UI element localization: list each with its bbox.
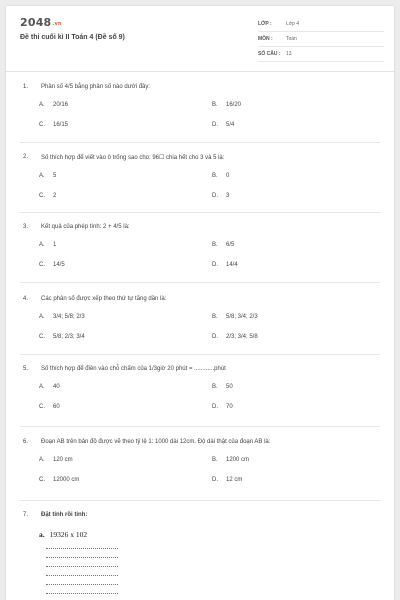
meta-label: SỐ CÂU : <box>258 51 281 57</box>
option-letter: A. <box>39 457 45 463</box>
question-text: Kết quả của phép tính: 2 + 4/5 là: <box>41 224 130 230</box>
meta-row-subject <box>258 32 384 47</box>
exam-header <box>6 6 394 72</box>
sub-question-a <box>39 530 87 539</box>
option-a[interactable] <box>39 314 85 320</box>
question-3 <box>6 224 394 278</box>
option-letter: D. <box>212 477 218 483</box>
question-text: Số thích hợp để viết vào ô trống sao cho: 96☐ chia hết cho 3 và 5 là: <box>41 155 225 161</box>
answer-line[interactable] <box>46 575 118 576</box>
option-text: 120 cm <box>53 457 73 463</box>
option-b[interactable] <box>212 242 234 248</box>
logo-tld: .vn <box>52 21 62 27</box>
option-text: 3 <box>226 193 230 199</box>
option-d[interactable] <box>212 477 242 483</box>
option-letter: B. <box>212 102 218 108</box>
divider <box>20 426 380 427</box>
option-letter: D. <box>212 334 218 340</box>
option-d[interactable] <box>212 334 258 340</box>
question-text: Số thích hợp để điền vào chỗ chấm của 1/3giờ 20 phút = ............phút <box>41 366 226 372</box>
sub-letter: a. <box>39 530 45 539</box>
meta-row-class <box>258 17 384 32</box>
logo-text: 2048 <box>20 16 52 29</box>
meta-label: LỚP : <box>258 21 272 27</box>
option-b[interactable] <box>212 173 229 179</box>
option-text: 5/8; 2/3; 3/4 <box>53 334 85 340</box>
question-text: Đặt tính rồi tính: <box>41 512 88 518</box>
question-number: 5. <box>23 366 29 372</box>
question-5 <box>6 366 394 420</box>
option-b[interactable] <box>212 457 249 463</box>
option-letter: A. <box>39 314 45 320</box>
question-7 <box>6 512 394 518</box>
option-d[interactable] <box>212 262 238 268</box>
option-text: 12 cm <box>226 477 243 483</box>
answer-line[interactable] <box>46 557 118 558</box>
question-head <box>6 512 394 518</box>
divider <box>20 354 380 355</box>
option-c[interactable] <box>39 477 79 483</box>
option-d[interactable] <box>212 122 234 128</box>
question-6 <box>6 439 394 493</box>
option-c[interactable] <box>39 122 68 128</box>
option-letter: C. <box>39 477 45 483</box>
option-text: 6/5 <box>226 242 235 248</box>
option-letter: D. <box>212 193 218 199</box>
option-letter: C. <box>39 122 45 128</box>
answer-line[interactable] <box>46 566 118 567</box>
option-b[interactable] <box>212 102 241 108</box>
option-text: 2 <box>53 193 57 199</box>
option-text: 5/8; 3/4; 2/3 <box>226 314 258 320</box>
option-letter: D. <box>212 122 218 128</box>
question-number: 2. <box>23 154 29 160</box>
option-letter: B. <box>212 173 218 179</box>
question-4 <box>6 296 394 350</box>
options <box>6 445 394 493</box>
meta-value: 13 <box>286 51 292 57</box>
question-number: 4. <box>23 296 29 302</box>
option-b[interactable] <box>212 314 258 320</box>
option-text: 20/16 <box>53 102 69 108</box>
option-a[interactable] <box>39 173 56 179</box>
options <box>6 161 394 209</box>
option-text: 16/15 <box>53 122 69 128</box>
question-text: Phân số 4/5 bằng phân số nào dưới đây: <box>41 84 151 90</box>
option-c[interactable] <box>39 404 60 410</box>
options <box>6 230 394 278</box>
option-letter: B. <box>212 314 218 320</box>
answer-line[interactable] <box>46 584 118 585</box>
exam-title: Đề thi cuối kì II Toán 4 (Đề số 9) <box>20 34 125 41</box>
question-number: 6. <box>23 439 29 445</box>
option-letter: D. <box>212 404 218 410</box>
question-number: 1. <box>23 84 29 90</box>
exam-sheet <box>6 6 394 600</box>
option-letter: C. <box>39 404 45 410</box>
option-letter: C. <box>39 334 45 340</box>
options <box>6 372 394 420</box>
divider <box>20 212 380 213</box>
option-a[interactable] <box>39 457 73 463</box>
option-b[interactable] <box>212 384 233 390</box>
question-text: Đoạn AB trên bản đồ được vẽ theo tỷ lệ 1: 1000 dài 12cm. Độ dài thật của đoạn AB là: <box>41 439 271 445</box>
answer-line[interactable] <box>46 548 118 549</box>
option-c[interactable] <box>39 334 85 340</box>
exam-meta <box>258 17 384 62</box>
option-letter: D. <box>212 262 218 268</box>
option-text: 60 <box>53 404 60 410</box>
divider <box>20 500 380 501</box>
question-1 <box>6 84 394 138</box>
question-2 <box>6 154 394 209</box>
option-text: 1200 cm <box>226 457 250 463</box>
option-letter: B. <box>212 242 218 248</box>
option-letter: A. <box>39 102 45 108</box>
option-d[interactable] <box>212 404 233 410</box>
option-letter: A. <box>39 242 45 248</box>
question-head <box>6 154 394 161</box>
option-text: 1 <box>53 242 57 248</box>
site-logo[interactable] <box>20 16 62 29</box>
option-text: 14/5 <box>53 262 65 268</box>
option-letter: A. <box>39 173 45 179</box>
meta-value: Lớp 4 <box>286 21 300 27</box>
option-letter: A. <box>39 384 45 390</box>
divider <box>20 282 380 283</box>
question-text: Các phân số được xếp theo thứ tự tăng dần là: <box>41 296 167 302</box>
meta-label: MÔN : <box>258 36 273 42</box>
question-number: 7. <box>23 512 29 518</box>
option-letter: C. <box>39 262 45 268</box>
option-c[interactable] <box>39 262 65 268</box>
option-letter: B. <box>212 384 218 390</box>
option-text: 2/3; 3/4; 5/8 <box>226 334 258 340</box>
option-text: 0 <box>226 173 230 179</box>
option-text: 16/20 <box>226 102 242 108</box>
option-text: 40 <box>53 384 60 390</box>
option-text: 70 <box>226 404 233 410</box>
option-text: 3/4; 5/8; 2/3 <box>53 314 85 320</box>
answer-line[interactable] <box>46 593 118 594</box>
sub-expression: 19326 x 102 <box>49 530 88 539</box>
options <box>6 90 394 138</box>
option-text: 50 <box>226 384 233 390</box>
meta-value: Toán <box>286 36 297 42</box>
option-text: 14/4 <box>226 262 238 268</box>
option-letter: C. <box>39 193 45 199</box>
question-number: 3. <box>23 224 29 230</box>
option-a[interactable] <box>39 102 68 108</box>
option-letter: B. <box>212 457 218 463</box>
option-a[interactable] <box>39 384 60 390</box>
option-c[interactable] <box>39 193 56 199</box>
option-text: 5/4 <box>226 122 235 128</box>
options <box>6 302 394 350</box>
option-a[interactable] <box>39 242 56 248</box>
option-d[interactable] <box>212 193 229 199</box>
meta-row-count <box>258 47 384 62</box>
divider <box>20 142 380 143</box>
option-text: 5 <box>53 173 57 179</box>
option-text: 12000 cm <box>53 477 80 483</box>
